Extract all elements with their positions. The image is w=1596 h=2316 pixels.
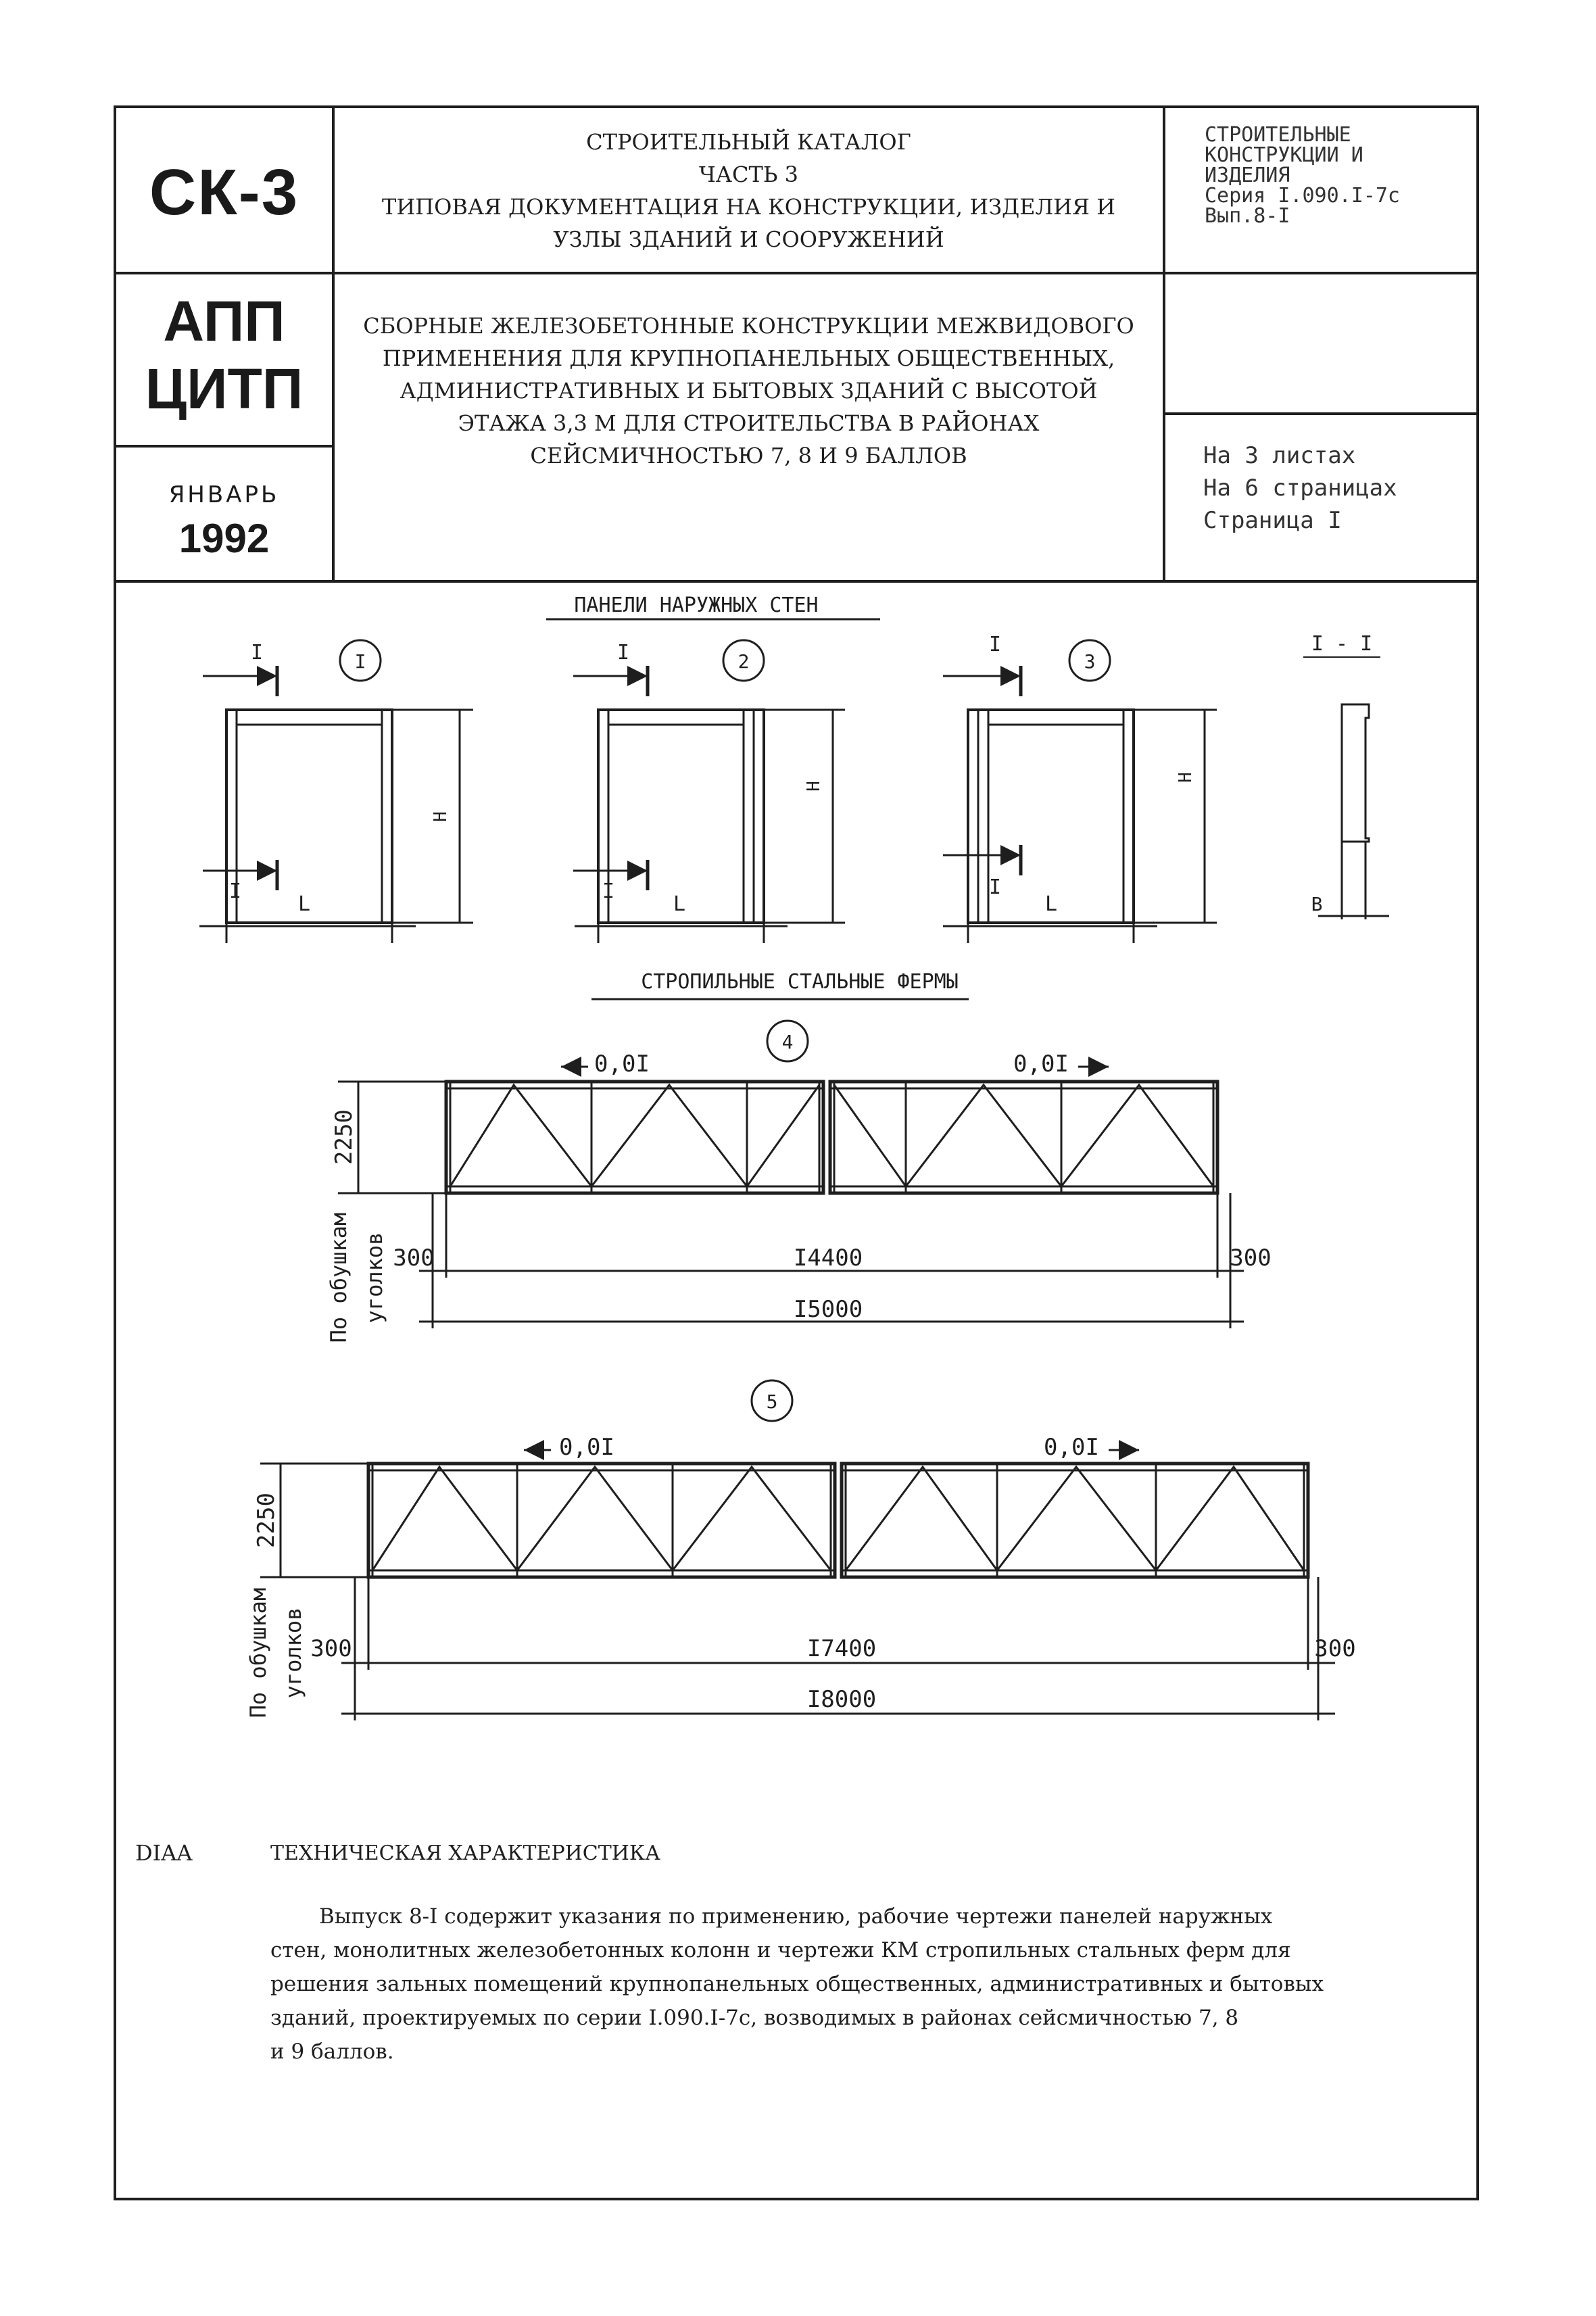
panel-number: 3	[1084, 650, 1096, 673]
slope-right: 0,0I	[1013, 1051, 1069, 1078]
tech-paragraph	[270, 1900, 1447, 2069]
series-number: Серия I.090.I-7с	[1205, 184, 1400, 208]
section-line: КОНСТРУКЦИИ И	[1205, 143, 1363, 167]
edge-left: 300	[393, 1245, 435, 1272]
panel-number: 2	[737, 650, 750, 673]
truss-5	[260, 1450, 1335, 1720]
title-line: ПРИМЕНЕНИЯ ДЛЯ КРУПНОПАНЕЛЬНЫХ ОБЩЕСТВЕННЫХ,	[382, 345, 1115, 371]
inner-span: I7400	[806, 1635, 877, 1662]
title-line: ЭТАЖА 3,3 М ДЛЯ СТРОИТЕЛЬСТВА В РАЙОНАХ	[458, 410, 1040, 436]
side-label-1: По обушкам	[326, 1212, 352, 1343]
truss-height: 2250	[331, 1109, 358, 1165]
title-line: СЕЙСМИЧНОСТЬЮ 7, 8 И 9 БАЛЛОВ	[530, 443, 967, 468]
slope-left: 0,0I	[594, 1051, 650, 1078]
inner-span: I4400	[793, 1245, 863, 1272]
width-label: L	[297, 892, 311, 916]
outer-span: I5000	[793, 1296, 863, 1323]
thickness-label: В	[1311, 893, 1323, 915]
truss-4	[338, 1067, 1244, 1328]
section-line: ИЗДЕЛИЯ	[1205, 164, 1290, 187]
section-mark: I	[602, 879, 615, 903]
side-label-1: По обушкам	[245, 1587, 271, 1718]
sheets-count: На 3 листах	[1203, 442, 1356, 469]
section-line: СТРОИТЕЛЬНЫЕ	[1205, 123, 1351, 147]
catalog-line: ЧАСТЬ 3	[699, 162, 798, 187]
issue-number: Вып.8-I	[1205, 204, 1290, 228]
panels-heading: ПАНЕЛИ НАРУЖНЫХ СТЕН	[574, 594, 819, 617]
paragraph-line: решения зальных помещений крупнопанельных общественных, административных и бытовых	[270, 1972, 1324, 1996]
height-label: Н	[804, 781, 824, 792]
side-label-2: уголков	[362, 1232, 387, 1324]
org-name-2: ЦИТП	[145, 357, 304, 420]
outer-span: I8000	[806, 1686, 877, 1713]
catalog-line: ТИПОВАЯ ДОКУМЕНТАЦИЯ НА КОНСТРУКЦИИ, ИЗДЕЛИЯ И	[381, 194, 1115, 220]
edge-left: 300	[310, 1635, 352, 1662]
section-mark: I	[988, 633, 1002, 656]
width-label: L	[1044, 892, 1058, 916]
paragraph-line: и 9 баллов.	[270, 2040, 394, 2064]
issue-month: ЯНВАРЬ	[168, 481, 280, 508]
edge-right: 300	[1314, 1635, 1356, 1662]
section-mark: I	[250, 641, 264, 665]
catalog-line: СТРОИТЕЛЬНЫЙ КАТАЛОГ	[586, 129, 911, 155]
section-mark: I	[988, 875, 1002, 899]
section-mark: I	[228, 879, 242, 903]
title-line: СБОРНЫЕ ЖЕЛЕЗОБЕТОННЫЕ КОНСТРУКЦИИ МЕЖВИДОВОГО	[363, 313, 1134, 339]
panel-3	[943, 640, 1217, 943]
paragraph-line: Выпуск 8-I содержит указания по применению, рабочие чертежи панелей наружных	[319, 1904, 1273, 1929]
section-label: I - I	[1311, 632, 1373, 656]
section-profile	[1318, 704, 1389, 919]
panel-number: I	[354, 650, 366, 673]
issue-year: 1992	[178, 516, 270, 561]
paragraph-line: зданий, проектируемых по серии I.090.I-7с, возводимых в районах сейсмичностью 7, 8	[270, 2006, 1239, 2030]
catalog-line: УЗЛЫ ЗДАНИЙ И СООРУЖЕНИЙ	[553, 226, 944, 252]
title-line: АДМИНИСТРАТИВНЫХ И БЫТОВЫХ ЗДАНИЙ С ВЫСОТОЙ	[400, 378, 1098, 404]
edge-right: 300	[1230, 1245, 1272, 1272]
catalog-code: СК-3	[149, 156, 299, 228]
height-label: Н	[431, 811, 451, 822]
paragraph-line: стен, монолитных железобетонных колонн и чертежи КМ стропильных стальных ферм для	[270, 1938, 1291, 1962]
side-label-2: уголков	[281, 1607, 306, 1699]
trusses-heading: СТРОПИЛЬНЫЕ СТАЛЬНЫЕ ФЕРМЫ	[641, 970, 959, 994]
truss-number: 4	[781, 1031, 794, 1053]
page-number: Страница I	[1203, 507, 1342, 534]
width-label: L	[673, 892, 686, 916]
classifier-code: DIAA	[135, 1840, 193, 1866]
slope-left: 0,0I	[559, 1434, 614, 1461]
org-name-1: АПП	[163, 289, 285, 353]
pages-count: На 6 страницах	[1203, 475, 1397, 502]
height-label: Н	[1176, 772, 1196, 783]
section-mark: I	[616, 641, 630, 665]
slope-right: 0,0I	[1044, 1434, 1099, 1461]
tech-heading: ТЕХНИЧЕСКАЯ ХАРАКТЕРИСТИКА	[270, 1841, 660, 1865]
truss-number: 5	[766, 1391, 778, 1413]
truss-height: 2250	[253, 1493, 280, 1548]
